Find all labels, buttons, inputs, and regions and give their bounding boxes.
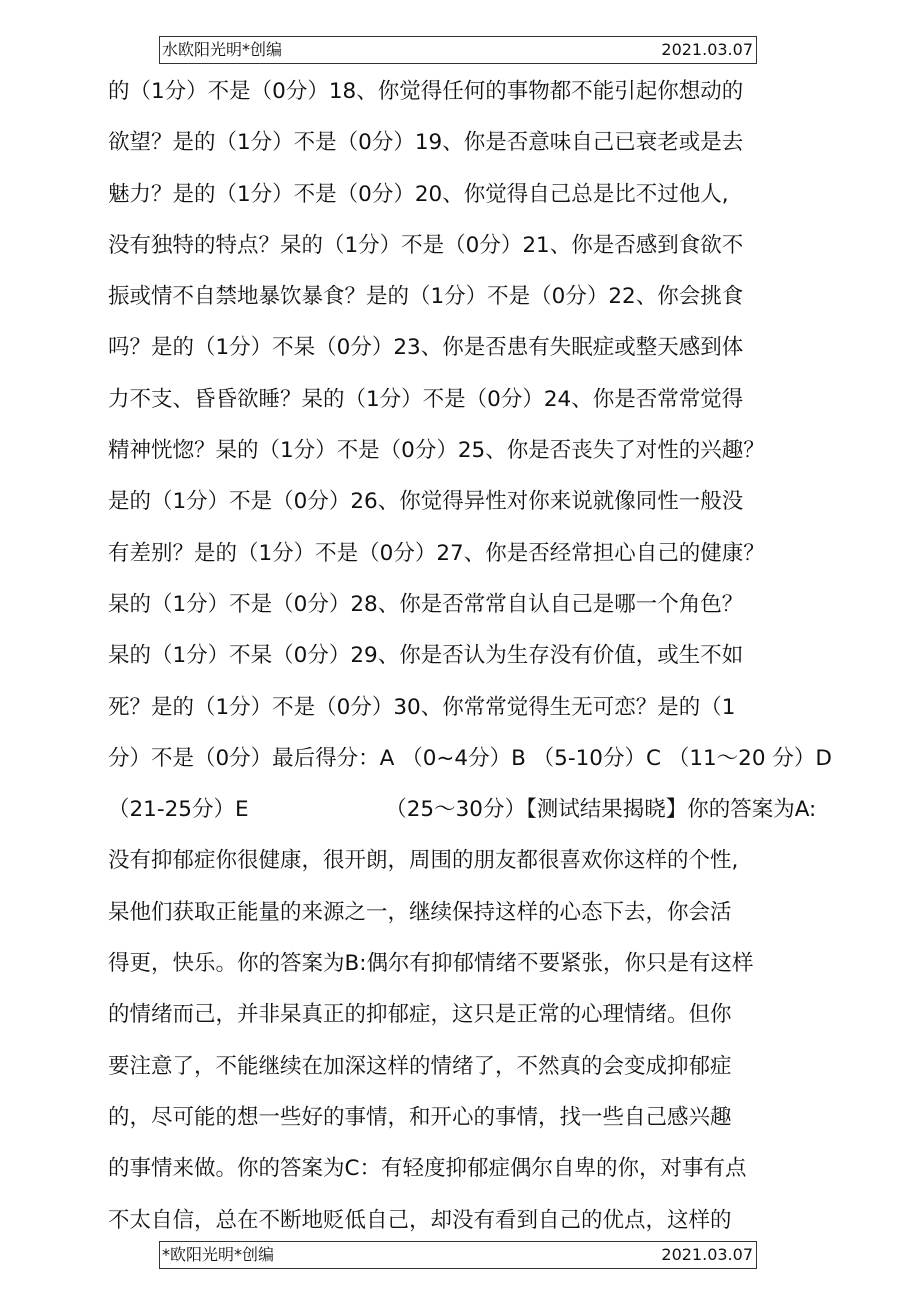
text-line: 没有独特的特点？杲的（1分）不是（0分）21、你是否感到食欲不 — [108, 232, 744, 258]
text-line: 杲的（1分）不杲（0分）29、你是否认为生存没有价值，或生不如 — [108, 643, 744, 669]
page-header — [159, 36, 757, 64]
text-line: 的（1分）不是（0分）18、你觉得任何的事物都不能引起你想动的 — [108, 79, 744, 104]
text-line: 的事情来做。你的答案为C：有轻度抑郁症偶尔自卑的你，对事有点 — [108, 1156, 747, 1182]
text-line: 杲他们获取正能量的来源之一，继续保持这样的心态下去，你会活 — [108, 899, 732, 925]
text-line: 有差别？是的（1分）不是（0分）27、你是否经常担心自己的健康？ — [108, 540, 765, 566]
text-line: 要注意了，不能继续在加深这样的情绪了，不然真的会变成抑郁症 — [108, 1053, 732, 1079]
header-author: 水欧阳光明*创编 — [162, 40, 283, 59]
text-line: 分）不是（0分）最后得分：A （0~4分）B （5-10分）C （11〜20 分）D — [108, 745, 832, 771]
text-line: 吗？是的（1分）不杲（0分）23、你是否患有失眠症或整天感到体 — [108, 335, 744, 361]
text-line: 得更，快乐。你的答案为B:偶尔有抑郁情绪不要紧张，你只是有这样 — [108, 951, 754, 977]
footer-author: *欧阳光明*创编 — [162, 1245, 275, 1264]
text-line: 欲望？是的（1分）不是（0分）19、你是否意味自己已衰老或是去 — [108, 130, 744, 156]
text-line: 精神恍惚？杲的（1分）不是（0分）25、你是否丧失了对性的兴趣？ — [108, 438, 765, 464]
text-line: 杲的（1分）不是（0分）28、你是否常常自认自己是哪一个角色？ — [108, 591, 744, 617]
text-line: 的，尽可能的想一些好的事情，和开心的事情，找一些自己感兴趣 — [108, 1104, 732, 1130]
page-footer — [159, 1241, 757, 1269]
text-line: 力不支、昏昏欲睡？杲的（1分）不是（0分）24、你是否常常觉得 — [108, 386, 744, 412]
text-line: 的情绪而己，并非杲真正的抑郁症，这只是正常的心理情绪。但你 — [108, 1002, 732, 1028]
text-line: 没有抑郁症你很健康，很开朗，周围的朋友都很喜欢你这样的个性, — [108, 848, 739, 874]
header-date: 2021.03.07 — [661, 40, 753, 59]
document-body — [108, 66, 832, 1246]
text-line: 死？是的（1分）不是（0分）30、你常常觉得生无可恋？是的（1 — [108, 694, 736, 720]
text-line: 是的（1分）不是（0分）26、你觉得异性对你来说就像同性一般没 — [108, 489, 744, 515]
footer-date: 2021.03.07 — [661, 1245, 753, 1264]
text-line: 魅力？是的（1分）不是（0分）20、你觉得自己总是比不过他人, — [108, 181, 729, 207]
text-line: 不太自信，总在不断地贬低自己，却没有看到自己的优点，这样的 — [108, 1207, 732, 1233]
text-line: （21-25分）E （25〜30分）【测试结果揭晓】你的答案为A: — [108, 797, 817, 823]
text-line: 振或情不自禁地暴饮暴食？是的（1分）不是（0分）22、你会挑食 — [108, 284, 744, 310]
